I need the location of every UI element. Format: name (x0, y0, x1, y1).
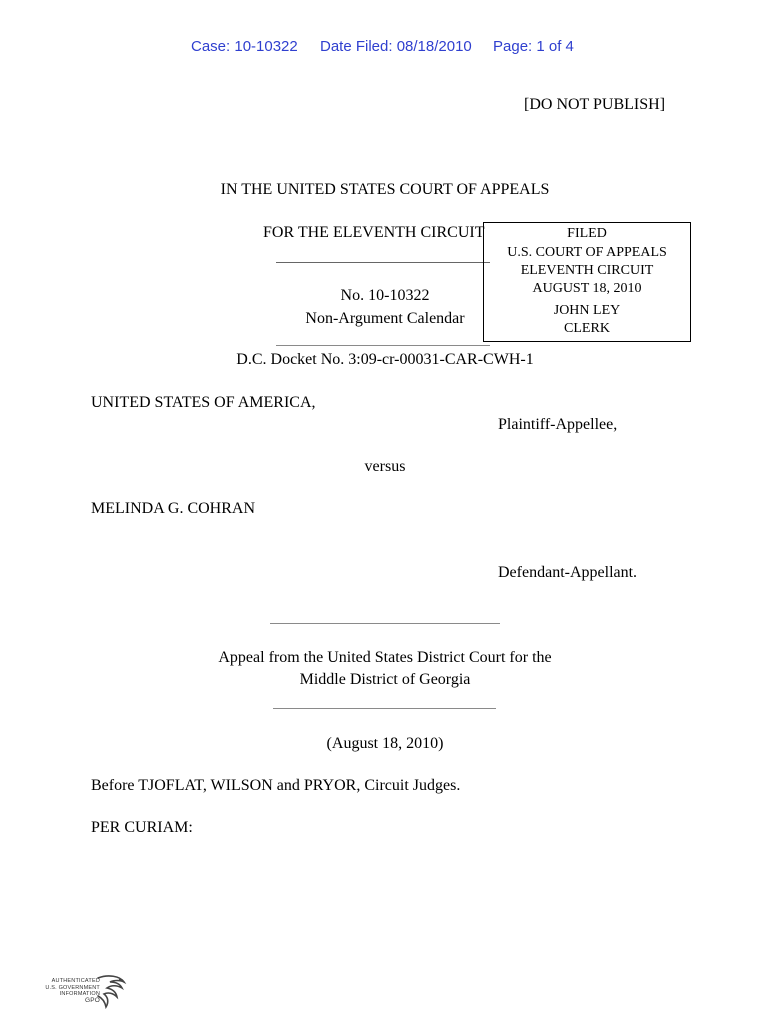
appeal-line-1: Appeal from the United States District Court for the (218, 649, 552, 666)
appeal-line-2: Middle District of Georgia (299, 671, 471, 688)
gpo-eagle-icon (90, 972, 130, 1012)
separator-rule (270, 623, 500, 624)
per-curiam: PER CURIAM: (91, 819, 193, 836)
filed-stamp-clerk-title: CLERK (564, 321, 610, 336)
filed-stamp-circuit: ELEVENTH CIRCUIT (520, 263, 654, 278)
separator-rule (276, 262, 490, 263)
court-title: IN THE UNITED STATES COURT OF APPEALS (220, 181, 550, 198)
publish-label: [DO NOT PUBLISH] (524, 96, 666, 113)
filed-stamp (483, 222, 691, 342)
header-date-filed: Date Filed: 08/18/2010 (320, 38, 472, 55)
circuit-title: FOR THE ELEVENTH CIRCUIT (263, 224, 485, 241)
decision-date: (August 18, 2010) (326, 735, 444, 752)
case-number: No. 10-10322 (340, 287, 430, 304)
calendar-type: Non-Argument Calendar (305, 310, 465, 327)
gpo-logo-text: AUTHENTICATED U.S. GOVERNMENT INFORMATION GPO (45, 978, 100, 1004)
versus-label: versus (364, 458, 406, 475)
filed-stamp-court: U.S. COURT OF APPEALS (507, 245, 667, 260)
plaintiff-name: UNITED STATES OF AMERICA, (91, 394, 316, 411)
separator-rule (276, 345, 490, 346)
defendant-role: Defendant-Appellant. (498, 564, 638, 581)
header-page: Page: 1 of 4 (493, 38, 574, 55)
filed-stamp-label: FILED (567, 226, 607, 241)
docket-number: D.C. Docket No. 3:09-cr-00031-CAR-CWH-1 (236, 351, 534, 368)
defendant-name: MELINDA G. COHRAN (91, 500, 255, 517)
header-case: Case: 10-10322 (191, 38, 298, 55)
filed-stamp-date: AUGUST 18, 2010 (532, 281, 642, 296)
filed-stamp-clerk-name: JOHN LEY (553, 303, 621, 318)
gpo-authentication-logo (40, 972, 130, 1012)
separator-rule (273, 708, 496, 709)
judges-line: Before TJOFLAT, WILSON and PRYOR, Circuit Judges. (91, 777, 461, 794)
plaintiff-role: Plaintiff-Appellee, (498, 416, 618, 433)
